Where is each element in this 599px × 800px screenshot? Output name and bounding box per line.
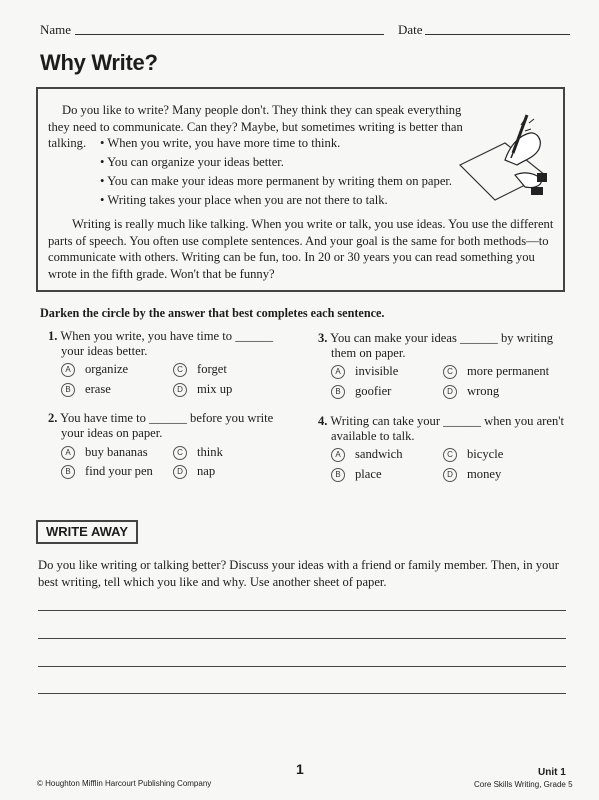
choice-1a[interactable]	[61, 362, 128, 377]
choice-text: organize	[85, 362, 129, 376]
copyright: © Houghton Mifflin Harcourt Publishing Company	[37, 779, 212, 788]
answer-bubble[interactable]: C	[443, 448, 457, 462]
question-text-cont: your ideas on paper.	[61, 426, 163, 440]
question-text: Writing can take your ______ when you aren't	[330, 414, 565, 428]
choice-4b[interactable]	[331, 467, 382, 482]
choice-2c[interactable]	[173, 445, 223, 460]
choice-text: erase	[85, 382, 111, 396]
question-number: 3.	[318, 331, 328, 345]
bullet-text: When you write, you have more time to think.	[107, 136, 341, 150]
question-text: When you write, you have time to ______	[60, 329, 274, 343]
choice-text: bicycle	[467, 447, 504, 461]
choice-text: money	[467, 467, 502, 481]
choice-3a[interactable]	[331, 364, 398, 379]
choice-text: sandwich	[355, 447, 403, 461]
choice-1d[interactable]	[173, 382, 232, 397]
choice-text: nap	[197, 464, 216, 478]
page-number: 1	[296, 761, 304, 777]
question-text-cont: them on paper.	[331, 346, 406, 360]
instructions: Darken the circle by the answer that best completes each sentence.	[40, 306, 385, 320]
answer-bubble[interactable]: D	[173, 383, 187, 397]
date-label: Date	[398, 22, 423, 37]
name-field[interactable]	[75, 34, 384, 35]
intro-paragraph-2: Writing is really much like talking. When you write or talk, you use ideas. You use the different parts of speech. You often use complete sentences. And your goal is the same for both methods—to communicate with others. Writing can be fun, too. In 20 or 30 years you can read something you wrote in the fifth grade. Won't that be funny?	[48, 217, 554, 281]
write-away-prompt: Do you like writing or talking better? Discuss your ideas with a friend or family member. Then, in your best writing, tell which you like and why. Use another sheet of paper.	[38, 558, 559, 589]
choice-text: find your pen	[85, 464, 153, 478]
question-number: 1.	[48, 329, 58, 343]
choice-text: buy bananas	[85, 445, 148, 459]
choice-text: think	[197, 445, 223, 459]
answer-bubble[interactable]: C	[173, 446, 187, 460]
answer-bubble[interactable]: D	[443, 468, 457, 482]
choice-2b[interactable]	[61, 464, 153, 479]
choice-4d[interactable]	[443, 467, 501, 482]
writing-line-3[interactable]	[38, 666, 566, 667]
book-title: Core Skills Writing, Grade 5	[474, 780, 573, 789]
answer-bubble[interactable]: A	[61, 363, 75, 377]
choice-2a[interactable]	[61, 445, 148, 460]
date-field[interactable]	[425, 34, 570, 35]
choice-2d[interactable]	[173, 464, 215, 479]
question-number: 4.	[318, 414, 328, 428]
choice-1c[interactable]	[173, 362, 227, 377]
intro-bullet-2: • You can organize your ideas better.	[100, 155, 284, 169]
choice-3d[interactable]	[443, 384, 499, 399]
answer-bubble[interactable]: B	[61, 383, 75, 397]
question-2	[48, 411, 298, 441]
bullet-text: You can make your ideas more permanent by writing them on paper.	[107, 174, 453, 188]
answer-bubble[interactable]: B	[331, 468, 345, 482]
choice-3c[interactable]	[443, 364, 549, 379]
answer-bubble[interactable]: A	[61, 446, 75, 460]
answer-bubble[interactable]: D	[443, 385, 457, 399]
intro-bullet-3: • You can make your ideas more permanent by writing them on paper.	[100, 174, 453, 188]
unit-label: Unit 1	[538, 767, 566, 778]
question-4	[318, 414, 578, 444]
answer-bubble[interactable]: C	[443, 365, 457, 379]
choice-1b[interactable]	[61, 382, 111, 397]
intro-bullet-4: • Writing takes your place when you are not there to talk.	[100, 193, 388, 207]
question-1	[48, 329, 298, 359]
bullet-text: Writing takes your place when you are not there to talk.	[107, 193, 388, 207]
writing-line-1[interactable]	[38, 610, 566, 611]
choice-text: more permanent	[467, 364, 550, 378]
write-away-label: WRITE AWAY	[36, 520, 138, 544]
question-text: You can make your ideas ______ by writing	[330, 331, 554, 345]
choice-text: invisible	[355, 364, 399, 378]
answer-bubble[interactable]: D	[173, 465, 187, 479]
page-title: Why Write?	[40, 50, 158, 75]
question-text-cont: available to talk.	[331, 429, 415, 443]
intro-bullet-1: • When you write, you have more time to think.	[100, 136, 341, 150]
question-3	[318, 331, 568, 361]
choice-text: forget	[197, 362, 227, 376]
choice-text: place	[355, 467, 382, 481]
writing-line-4[interactable]	[38, 693, 566, 694]
choice-3b[interactable]	[331, 384, 391, 399]
bullet-text: You can organize your ideas better.	[107, 155, 284, 169]
answer-bubble[interactable]: B	[331, 385, 345, 399]
intro-paragraph-1: Do you like to write? Many people don't. They think they can speak everything they need to communicate. Can they? Maybe, but sometimes writing is better than talking.	[48, 103, 463, 150]
name-label: Name	[40, 22, 72, 37]
choice-text: wrong	[467, 384, 500, 398]
choice-text: goofier	[355, 384, 392, 398]
answer-bubble[interactable]: C	[173, 363, 187, 377]
answer-bubble[interactable]: A	[331, 448, 345, 462]
hand-writing-illustration	[455, 105, 555, 205]
writing-line-2[interactable]	[38, 638, 566, 639]
choice-text: mix up	[197, 382, 233, 396]
question-text: You have time to ______ before you write	[60, 411, 274, 425]
choice-4a[interactable]	[331, 447, 403, 462]
choice-4c[interactable]	[443, 447, 503, 462]
answer-bubble[interactable]: A	[331, 365, 345, 379]
question-number: 2.	[48, 411, 58, 425]
answer-bubble[interactable]: B	[61, 465, 75, 479]
question-text-cont: your ideas better.	[61, 344, 148, 358]
